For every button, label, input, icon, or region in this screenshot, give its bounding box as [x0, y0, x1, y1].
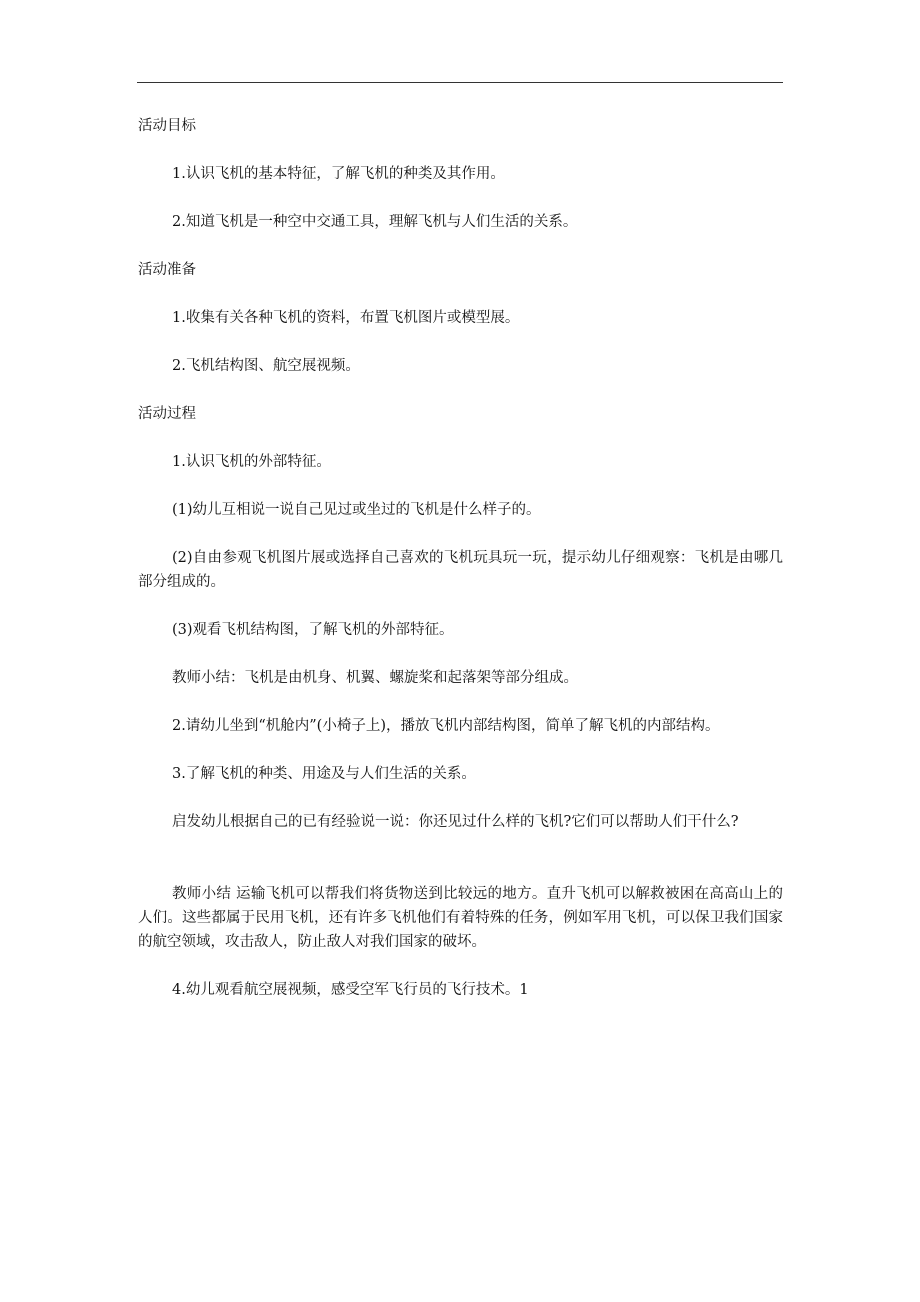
- process-step-3: 3.了解飞机的种类、用途及与人们生活的关系。: [172, 766, 476, 782]
- preparation-item-1: 1.收集有关各种飞机的资料，布置飞机图片或模型展。: [172, 310, 520, 326]
- process-substep-3: (3)观看飞机结构图，了解飞机的外部特征。: [172, 622, 454, 638]
- header-rule: [137, 82, 783, 83]
- teacher-summary-1: 教师小结：飞机是由机身、机翼、螺旋桨和起落架等部分组成。: [172, 670, 578, 686]
- section-heading-preparation: 活动准备: [138, 262, 196, 278]
- discussion-prompt: 启发幼儿根据自己的已有经验说一说：你还见过什么样的飞机?它们可以帮助人们干什么?: [172, 814, 739, 830]
- goal-item-1: 1.认识飞机的基本特征，了解飞机的种类及其作用。: [172, 166, 505, 182]
- section-heading-goals: 活动目标: [138, 118, 196, 134]
- process-step-2: 2.请幼儿坐到“机舱内”(小椅子上)，播放飞机内部结构图，简单了解飞机的内部结构。: [172, 718, 720, 734]
- preparation-item-2: 2.飞机结构图、航空展视频。: [172, 358, 360, 374]
- process-substep-1: (1)幼儿互相说一说自己见过或坐过的飞机是什么样子的。: [172, 502, 541, 518]
- process-substep-2: (2)自由参观飞机图片展或选择自己喜欢的飞机玩具玩一玩，提示幼儿仔细观察：飞机是由哪几部分组成的。: [138, 550, 783, 590]
- section-heading-process: 活动过程: [138, 406, 196, 422]
- process-step-1: 1.认识飞机的外部特征。: [172, 454, 331, 470]
- teacher-summary-2: 教师小结 运输飞机可以帮我们将货物送到比较远的地方。直升飞机可以解救被困在高高山上的人们。这些都属于民用飞机，还有许多飞机他们有着特殊的任务，例如军用飞机，可以保卫我们国家的航空领域，攻击敌人，防止敌人对我们国家的破坏。: [138, 886, 783, 950]
- process-step-4: 4.幼儿观看航空展视频，感受空军飞行员的飞行技术。1: [172, 982, 529, 998]
- goal-item-2: 2.知道飞机是一种空中交通工具，理解飞机与人们生活的关系。: [172, 214, 578, 230]
